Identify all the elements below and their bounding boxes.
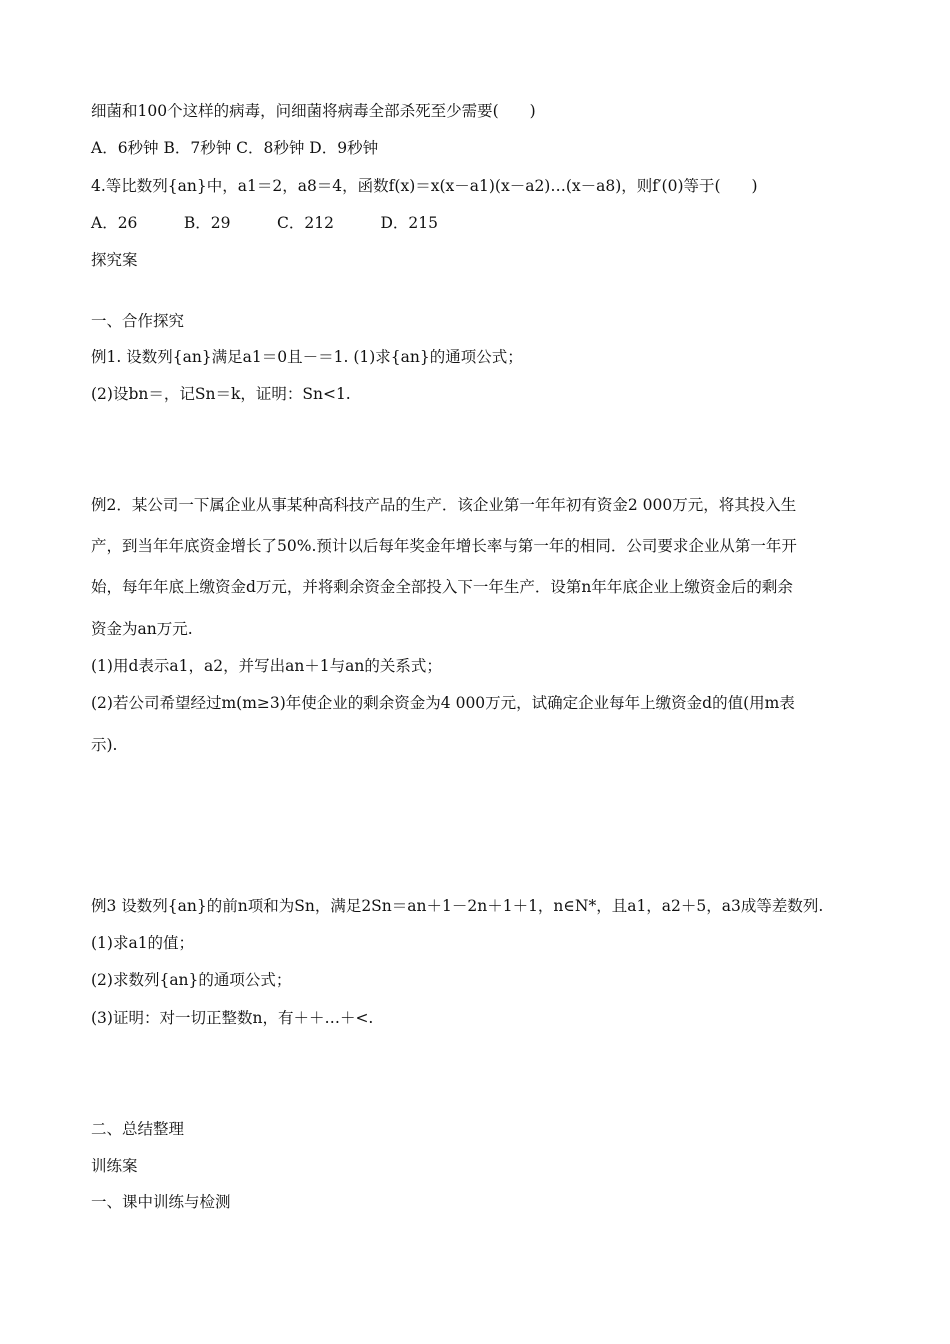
section-train: 训练案 <box>91 1157 138 1175</box>
example-3-line-3: (2)求数列{an}的通项公式； <box>91 971 292 989</box>
q4-options: A．26 B．29 C．212 D．215 <box>91 214 438 232</box>
example-2-line-4: 资金为an万元. <box>91 620 193 638</box>
q4-stem: 4.等比数列{an}中，a1＝2，a8＝4，函数f(x)＝x(x－a1)(x－a2)…(x－a8)，则f′(0)等于( ) <box>91 177 758 195</box>
example-2-line-6: (2)若公司希望经过m(m≥3)年使企业的剩余资金为4 000万元，试确定企业每年上缴资金d的值(用m表 <box>91 694 795 712</box>
example-3-line-4: (3)证明：对一切正整数n，有＋＋…＋<. <box>91 1009 374 1027</box>
example-2-line-7: 示). <box>91 736 118 754</box>
section-explore: 探究案 <box>91 251 138 269</box>
part1-title: 一、合作探究 <box>91 312 185 330</box>
example-2-line-3: 始，每年年底上缴资金d万元，并将剩余资金全部投入下一年生产．设第n年年底企业上缴资金后的剩余 <box>91 578 793 596</box>
part2-title: 二、总结整理 <box>91 1120 185 1138</box>
example-3-line-1: 例3 设数列{an}的前n项和为Sn，满足2Sn＝an＋1－2n＋1＋1，n∈N*，且a1，a2＋5，a3成等差数列. <box>91 897 824 915</box>
example-3-line-2: (1)求a1的值； <box>91 934 195 952</box>
example-2-line-1: 例2．某公司一下属企业从事某种高科技产品的生产．该企业第一年年初有资金2 000万元，将其投入生 <box>91 496 797 514</box>
example-1-line-2: (2)设bn＝，记Sn＝k，证明：Sn<1. <box>91 385 351 403</box>
train-part1-title: 一、课中训练与检测 <box>91 1193 231 1211</box>
example-1-line-1: 例1. 设数列{an}满足a1＝0且－＝1. (1)求{an}的通项公式； <box>91 348 523 366</box>
example-2-line-2: 产，到当年年底资金增长了50%.预计以后每年奖金年增长率与第一年的相同．公司要求企业从第一年开 <box>91 537 797 555</box>
example-2-line-5: (1)用d表示a1，a2，并写出an＋1与an的关系式； <box>91 657 442 675</box>
q3-options: A．6秒钟 B．7秒钟 C．8秒钟 D．9秒钟 <box>91 139 379 157</box>
q3-stem-tail: 细菌和100个这样的病毒，问细菌将病毒全部杀死至少需要( ) <box>91 102 536 120</box>
